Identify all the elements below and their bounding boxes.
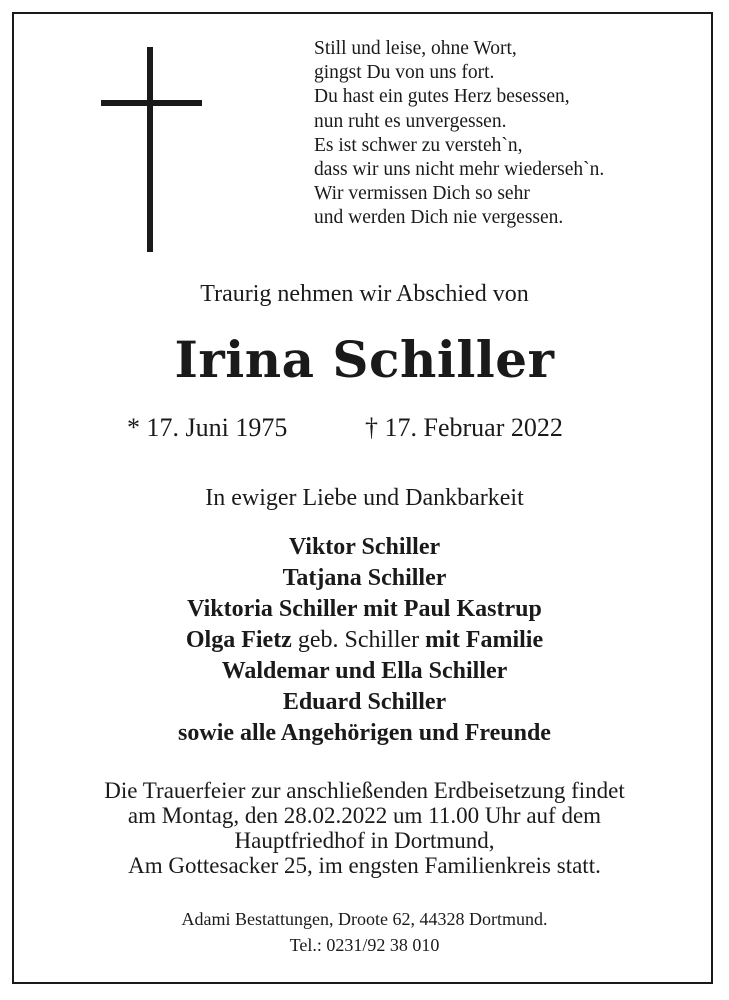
mourner: Viktor Schiller — [288, 534, 441, 560]
mourner-name: Olga Fietz — [185, 627, 292, 653]
mourner: Eduard Schiller — [282, 689, 447, 715]
undertaker-info — [0, 906, 729, 958]
poem-line: und werden Dich nie vergessen. — [314, 207, 564, 229]
mourner — [0, 625, 729, 656]
mourner: Waldemar und Ella Schiller — [221, 658, 508, 684]
service-line: Hauptfriedhof in Dortmund, — [234, 828, 495, 853]
mourner-suffix: mit Familie — [425, 627, 544, 653]
cross-icon — [147, 47, 153, 252]
mourner: Tatjana Schiller — [282, 565, 447, 591]
death-date: † 17. Februar 2022 — [365, 413, 563, 442]
service-line: Die Trauerfeier zur anschließenden Erdbeisetzung findet — [104, 778, 625, 803]
poem-line: Du hast ein gutes Herz besessen, — [314, 86, 570, 108]
mourner: sowie alle Angehörigen und Freunde — [178, 720, 551, 746]
poem-line: Es ist schwer zu versteh`n, — [314, 134, 523, 156]
service-line: am Montag, den 28.02.2022 um 11.00 Uhr auf dem — [127, 803, 602, 828]
poem-line: nun ruht es unvergessen. — [314, 110, 507, 132]
birth-date: * 17. Juni 1975 — [127, 413, 288, 442]
undertaker-phone: Tel.: 0231/92 38 010 — [289, 935, 440, 955]
dedication: In ewiger Liebe und Dankbarkeit — [205, 485, 524, 511]
poem — [314, 37, 714, 231]
poem-line: Still und leise, ohne Wort, — [314, 38, 517, 59]
service-line: Am Gottesacker 25, im engsten Familienkreis statt. — [128, 853, 601, 878]
undertaker-address: Adami Bestattungen, Droote 62, 44328 Dortmund. — [181, 909, 548, 929]
poem-line: Wir vermissen Dich so sehr — [314, 183, 530, 205]
farewell-intro: Traurig nehmen wir Abschied von — [200, 281, 529, 307]
mourners-list — [0, 532, 729, 749]
service-info — [0, 778, 729, 878]
mourner: Viktoria Schiller mit Paul Kastrup — [187, 596, 542, 622]
poem-line: dass wir uns nicht mehr wiederseh`n. — [314, 159, 605, 181]
poem-line: gingst Du von uns fort. — [314, 62, 495, 84]
mourner-maiden-name: geb. Schiller — [291, 627, 426, 653]
cross-icon-bar — [101, 100, 202, 106]
deceased-name: Irina Schiller — [174, 330, 555, 389]
